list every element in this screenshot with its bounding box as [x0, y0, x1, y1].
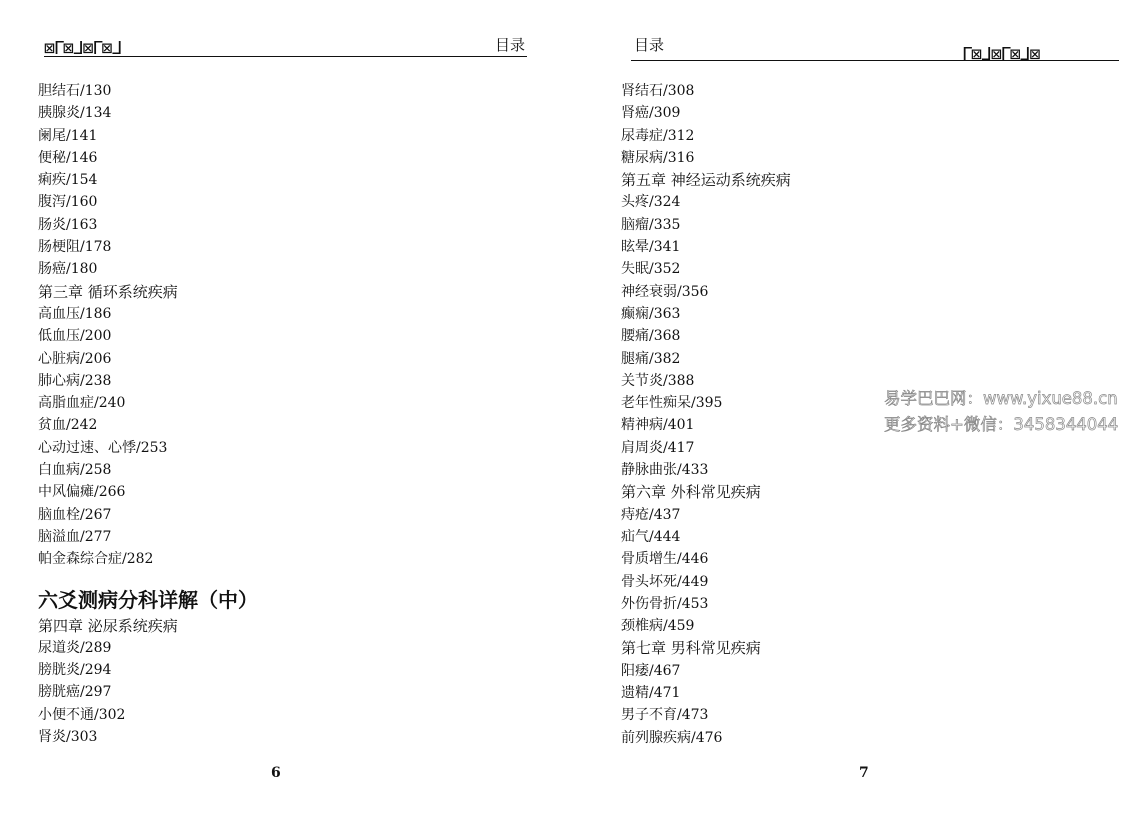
toc-entry: 膀胱炎/294 [38, 662, 112, 679]
toc-entry: 尿毒症/312 [621, 127, 695, 144]
section-heading: 六爻测病分科详解（中） [38, 587, 258, 612]
toc-entry: 痢疾/154 [38, 172, 98, 189]
toc-entry: 帕金森综合症/282 [38, 551, 154, 568]
chapter-heading: 第三章 循环系统疾病 [38, 282, 178, 301]
toc-entry: 阑尾/141 [38, 127, 98, 144]
toc-entry: 骨质增生/446 [621, 551, 709, 568]
header-title: 目录 [495, 36, 526, 54]
toc-entry: 老年性痴呆/395 [621, 395, 723, 412]
toc-entry: 心脏病/206 [38, 350, 112, 367]
toc-entry: 颈椎病/459 [621, 618, 695, 635]
chapter-heading: 第七章 男科常见疾病 [621, 639, 761, 658]
toc-entry: 便秘/146 [38, 149, 98, 166]
page-number: 6 [271, 765, 281, 781]
watermark-line: 易学巴巴网：www.yixue88.cn [884, 389, 1118, 408]
toc-entry: 痔疮/437 [621, 506, 681, 523]
toc-entry: 小便不通/302 [38, 706, 126, 723]
toc-entry: 胰腺炎/134 [38, 105, 112, 122]
header-rule [44, 56, 527, 57]
toc-entry: 高脂血症/240 [38, 395, 126, 412]
toc-entry: 中风偏瘫/266 [38, 484, 126, 501]
toc-entry: 癫痫/363 [621, 305, 681, 322]
toc-entry: 失眠/352 [621, 261, 681, 278]
toc-list-left [38, 80, 258, 748]
toc-entry: 心动过速、心悸/253 [38, 439, 168, 456]
toc-entry: 肩周炎/417 [621, 439, 695, 456]
header-title: 目录 [634, 36, 665, 54]
toc-entry: 肾癌/309 [621, 105, 681, 122]
chapter-heading: 第四章 泌尿系统疾病 [38, 616, 178, 635]
toc-entry: 肺心病/238 [38, 372, 112, 389]
fret-border-ornament: ᒥ⊠ᒧ⊠ᒥ⊠ᒧ⊠ [962, 44, 1040, 65]
toc-entry: 白血病/258 [38, 462, 112, 479]
toc-entry: 糖尿病/316 [621, 149, 695, 166]
watermark-line: 更多资料+微信：3458344044 [884, 415, 1119, 434]
watermark [884, 386, 1118, 438]
toc-entry: 外伤骨折/453 [621, 595, 709, 612]
toc-entry: 腿痛/382 [621, 350, 681, 367]
chapter-heading: 第六章 外科常见疾病 [621, 483, 761, 502]
toc-entry: 骨头坏死/449 [621, 573, 709, 590]
toc-entry: 脑瘤/335 [621, 216, 681, 233]
toc-entry: 肠癌/180 [38, 261, 98, 278]
toc-entry: 肾结石/308 [621, 83, 695, 99]
chapter-heading: 第五章 神经运动系统疾病 [621, 171, 791, 190]
toc-entry: 尿道炎/289 [38, 639, 112, 656]
toc-entry: 神经衰弱/356 [621, 283, 709, 300]
toc-entry: 腰痛/368 [621, 328, 681, 345]
toc-entry: 疝气/444 [621, 528, 681, 545]
toc-entry: 头疼/324 [621, 194, 681, 211]
toc-entry: 眩晕/341 [621, 239, 681, 256]
toc-entry: 关节炎/388 [621, 372, 695, 389]
toc-entry: 肾炎/303 [38, 729, 98, 746]
fret-border-ornament: ⊠ᒥ⊠ᒧ⊠ᒥ⊠ᒧ [44, 38, 122, 59]
toc-entry: 遗精/471 [621, 685, 681, 702]
page-number-right: 7 [859, 765, 869, 781]
toc-entry: 阳痿/467 [621, 662, 681, 679]
toc-entry: 高血压/186 [38, 305, 112, 322]
toc-entry: 低血压/200 [38, 328, 112, 345]
toc-entry: 脑溢血/277 [38, 528, 112, 545]
toc-list-right [621, 80, 791, 749]
toc-entry: 肠梗阻/178 [38, 239, 112, 256]
toc-entry: 胆结石/130 [38, 83, 112, 99]
toc-entry: 精神病/401 [621, 417, 695, 434]
toc-entry: 膀胱癌/297 [38, 684, 112, 701]
toc-entry: 静脉曲张/433 [621, 462, 709, 479]
toc-entry: 前列腺疾病/476 [621, 729, 723, 746]
toc-entry: 肠炎/163 [38, 216, 98, 233]
header-rule [631, 60, 1119, 61]
toc-entry: 贫血/242 [38, 417, 98, 434]
toc-entry: 男子不育/473 [621, 707, 709, 724]
toc-entry: 腹泻/160 [38, 194, 98, 211]
toc-entry: 脑血栓/267 [38, 506, 112, 523]
